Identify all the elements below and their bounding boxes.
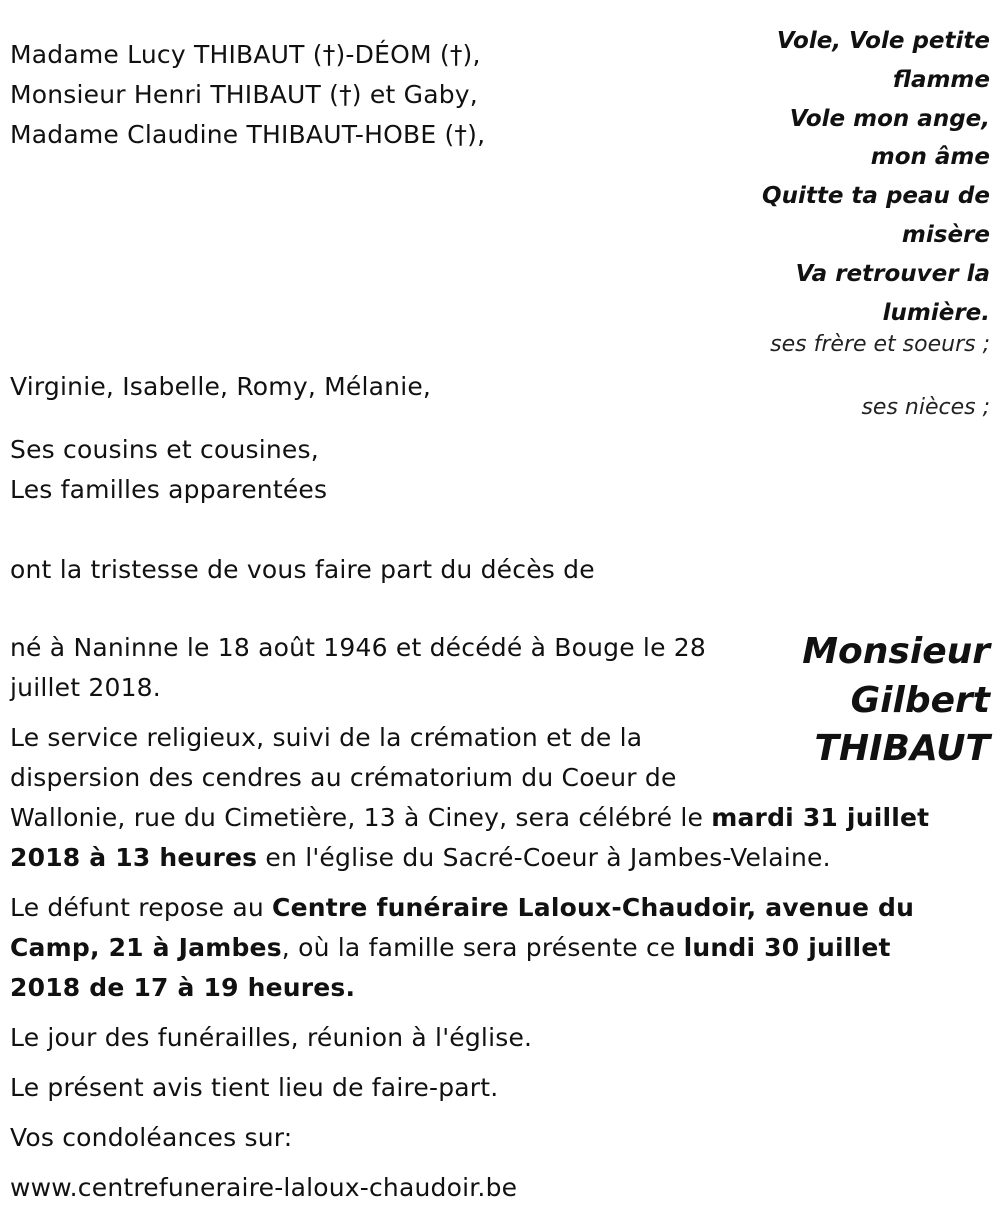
- rest-paragraph: [10, 888, 965, 1008]
- rest-place: Centre funéraire Laloux-Chaudoir, avenue du Camp, 21 à Jambes: [10, 893, 915, 962]
- service-date: mardi 31 juillet 2018 à 13 heures: [10, 803, 930, 872]
- website-link[interactable]: www.centrefuneraire-laloux-chaudoir.be: [10, 1173, 518, 1202]
- family-member-line: Madame Claudine THIBAUT-HOBE (†),: [10, 120, 486, 149]
- poem-line: Vole, Vole petite: [776, 28, 990, 54]
- name-spacer: [715, 628, 965, 768]
- meeting-text: Le jour des funérailles, réunion à l'église.: [10, 1023, 533, 1052]
- families-line: Les familles apparentées: [10, 475, 328, 504]
- rest-intro: Le défunt repose au: [10, 893, 273, 922]
- poem-line: Va retrouver la: [795, 260, 990, 287]
- deceased-last-name: THIBAUT: [814, 728, 990, 769]
- poem-line: misère: [901, 221, 990, 248]
- obituary-body: [10, 628, 965, 1218]
- family-list: [10, 35, 485, 155]
- poem: [730, 22, 990, 332]
- poem-line: Quitte ta peau de: [762, 183, 990, 210]
- poem-line: lumière.: [882, 299, 990, 326]
- deceased-first-name: Gilbert: [850, 679, 990, 721]
- poem-line: flamme: [892, 66, 990, 93]
- rest-mid: , où la famille sera présente ce: [281, 933, 684, 962]
- family-member-line: Madame Lucy THIBAUT (†)-DÉOM (†),: [10, 40, 481, 69]
- relation-nieces: ses nièces ;: [861, 395, 990, 420]
- relation-siblings: ses frère et soeurs ;: [770, 332, 990, 357]
- family-member-line: Monsieur Henri THIBAUT (†) et Gaby,: [10, 80, 478, 109]
- service-intro: Le service religieux, suivi de la crémation et de la dispersion des cendres au crématorium du Coeur de Wallonie, rue du Cimetière, 13 à Ciney, sera célébré le: [10, 723, 712, 832]
- announcement: ont la tristesse de vous faire part du décès de: [10, 555, 595, 584]
- birth-death-text: né à Naninne le 18 août 1946 et décédé à Bouge le 28 juillet 2018.: [10, 633, 707, 702]
- cousins-line: Ses cousins et cousines,: [10, 435, 319, 464]
- service-place: en l'église du Sacré-Coeur à Jambes-Velaine.: [257, 843, 831, 872]
- cousins-block: [10, 430, 327, 510]
- nieces-line: Virginie, Isabelle, Romy, Mélanie,: [10, 372, 432, 401]
- deceased-title: Monsieur: [802, 631, 990, 672]
- poem-line: Vole mon ange,: [789, 105, 990, 132]
- notice-text: Le présent avis tient lieu de faire-part.: [10, 1073, 499, 1102]
- poem-line: mon âme: [870, 144, 990, 171]
- condolences-text: Vos condoléances sur:: [10, 1123, 293, 1152]
- rest-date: lundi 30 juillet 2018 de 17 à 19 heures.: [10, 933, 891, 1002]
